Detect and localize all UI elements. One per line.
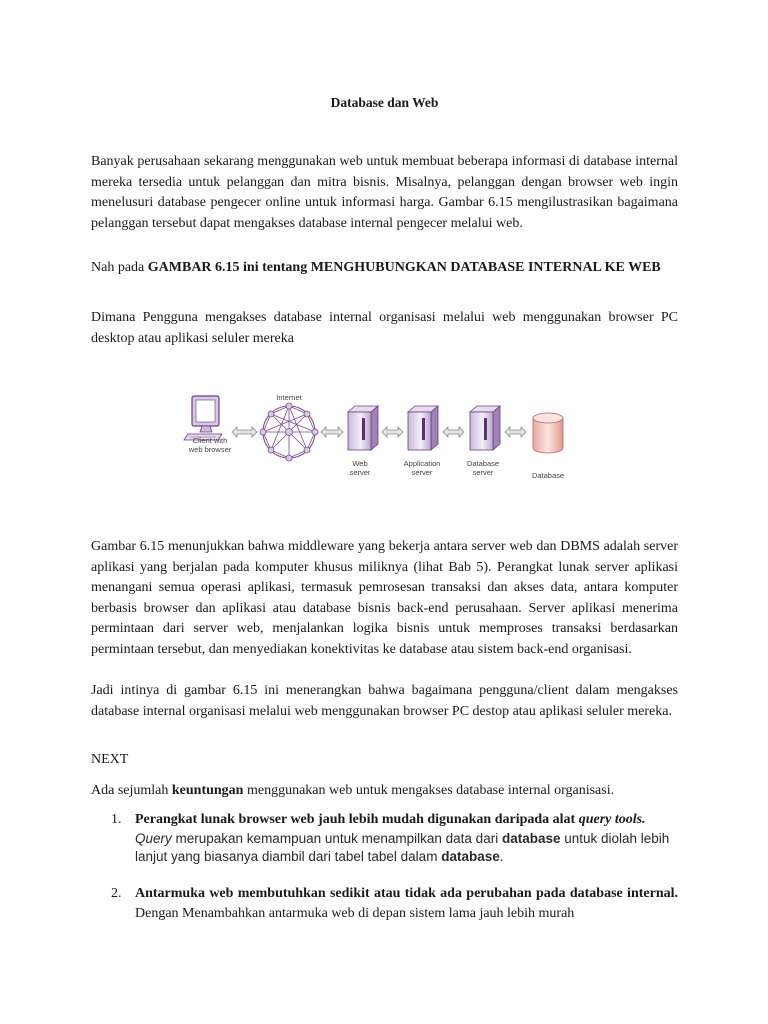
double-arrow-icon [321,427,343,437]
double-arrow-icon [505,427,526,437]
application-server-icon [408,406,438,450]
advantages-bold: keuntungan [171,783,244,798]
database-label: Database [531,471,565,480]
double-arrow-icon [232,427,257,437]
database-server-label: server [472,468,494,477]
advantages-suffix: menggunakan web untuk mengakses database internal organisasi. [243,783,615,798]
desc-text: . [499,849,504,864]
desc-italic: Query [135,831,172,846]
application-server-label: server [411,468,433,477]
list-item-bold: Perangkat lunak browser web jauh lebih mudah digunakan daripada alat [135,812,579,827]
web-server-label: server [349,468,371,477]
list-item [111,810,678,866]
figure-intro-bold: GAMBAR 6.15 ini tentang MENGHUBUNGKAN DATABASE INTERNAL KE WEB [147,260,661,275]
double-arrow-icon [382,427,403,437]
list-item-bold-italic: query tools. [578,812,646,827]
desc-text: merupakan kemampuan untuk menampilkan data dari [171,831,502,846]
paragraph-user-access: Dimana Pengguna mengakses database internal organisasi melalui web menggunakan browser PC desktop atau aplikasi seluler mereka [91,310,678,346]
next-heading: NEXT [91,752,129,767]
database-server-label: Database [466,459,500,468]
web-server-label: Web [352,459,368,468]
web-server-icon [348,406,378,450]
database-server-icon [470,406,500,450]
list-item-heading [135,810,678,830]
paragraph-intro: Banyak perusahaan sekarang menggunakan web untuk membuat beberapa informasi di database internal mereka tersedia untuk pelanggan dan mitra bisnis. Misalnya, pelanggan dengan browser web ingin menelusuri database pengecer online untuk informasi harga. Gambar 6.15 mengilustrasikan bagaimana pelanggan tersebut dapat mengakses database internal pengecer melalui web. [91,154,678,231]
database-cylinder-icon [533,413,563,453]
desc-bold: database [441,849,500,864]
list-item-text: Dengan Menambahkan antarmuka web di depan sistem lama jauh lebih murah [135,906,575,921]
paragraph-advantages [91,781,678,802]
client-label: Client with [192,436,228,445]
list-item [111,884,678,924]
list-item-description [135,830,678,866]
desc-bold: database [501,831,561,846]
double-arrow-icon [443,427,464,437]
advantages-prefix: Ada sejumlah [91,783,172,798]
architecture-diagram [180,388,580,488]
client-pc-icon [184,396,222,440]
internet-label: Internet [276,393,302,402]
list-item-bold: Antarmuka web membutuhkan sedikit atau tidak ada perubahan pada database internal. [135,886,678,901]
page-title: Database dan Web [330,95,439,110]
list-number: 1. [111,812,122,827]
paragraph-figure-intro [91,258,678,279]
paragraph-middleware: Gambar 6.15 menunjukkan bahwa middleware yang bekerja antara server web dan DBMS adalah server aplikasi yang berjalan pada komputer khusus miliknya (lihat Bab 5). Perangkat lunak server aplikasi menangani semua operasi aplikasi, termasuk pemrosesan transaksi dan akses data, antara komputer berbasis browser dan aplikasi atau database bisnis back-end perusahaan. Server aplikasi menerima permintaan dari server web, menjalankan logika bisnis untuk memproses transaksi berdasarkan permintaan tersebut, dan menyediakan konektivitas ke database atau sistem back-end organisasi. [91,539,678,657]
internet-icon [260,403,318,461]
list-item-heading [135,884,678,924]
paragraph-summary: Jadi intinya di gambar 6.15 ini menerangkan bahwa bagaimana pengguna/client dalam mengakses database internal organisasi melalui web menggunakan browser PC destop atau aplikasi seluler mereka. [91,683,678,719]
application-server-label: Application [403,459,441,468]
list-number: 2. [111,886,122,901]
desc-text: untuk diolah lebih lanjut yang biasanya diambil dari tabel tabel dalam [135,831,670,864]
client-label: web browser [188,445,232,454]
figure-intro-prefix: Nah pada [91,260,148,275]
